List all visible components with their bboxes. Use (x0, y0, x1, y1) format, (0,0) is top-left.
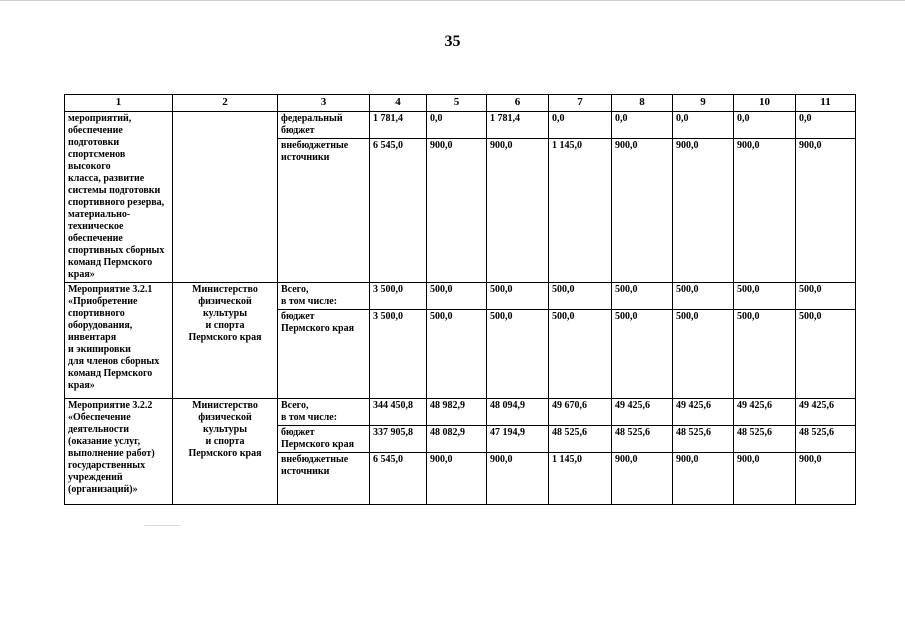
value-cell: 48 525,6 (796, 426, 856, 453)
value-cell: 500,0 (427, 310, 487, 399)
value-cell: 500,0 (734, 310, 796, 399)
value-cell: 500,0 (549, 310, 612, 399)
value-cell: 500,0 (612, 283, 673, 310)
value-cell: 0,0 (673, 112, 734, 139)
funding-source: Всего, в том числе: (278, 399, 370, 426)
header-cell: 5 (427, 95, 487, 112)
value-cell: 6 545,0 (370, 139, 427, 283)
value-cell: 900,0 (734, 453, 796, 505)
value-cell: 48 082,9 (427, 426, 487, 453)
funding-source: внебюджетные источники (278, 453, 370, 505)
value-cell: 1 145,0 (549, 453, 612, 505)
page-number: 35 (444, 33, 461, 50)
funding-source: бюджет Пермского края (278, 310, 370, 399)
finance-table (64, 94, 856, 505)
value-cell: 900,0 (487, 139, 549, 283)
funding-source: Всего, в том числе: (278, 283, 370, 310)
header-cell: 10 (734, 95, 796, 112)
top-edge-line (0, 0, 905, 1)
value-cell: 48 525,6 (549, 426, 612, 453)
executor-cell: Министерство физической культуры и спорта Пермского края (173, 399, 278, 505)
value-cell: 48 525,6 (673, 426, 734, 453)
value-cell: 0,0 (427, 112, 487, 139)
scan-mark (145, 525, 180, 526)
value-cell: 0,0 (549, 112, 612, 139)
value-cell: 900,0 (487, 453, 549, 505)
value-cell: 500,0 (673, 310, 734, 399)
value-cell: 48 525,6 (734, 426, 796, 453)
value-cell: 900,0 (796, 453, 856, 505)
value-cell: 500,0 (734, 283, 796, 310)
header-cell: 11 (796, 95, 856, 112)
activity-name: Мероприятие 3.2.2 «Обеспечение деятельности (оказание услуг, выполнение работ) государственных учреждений (организаций)» (65, 399, 173, 505)
value-cell: 900,0 (427, 453, 487, 505)
value-cell: 1 781,4 (370, 112, 427, 139)
value-cell: 900,0 (673, 139, 734, 283)
header-cell: 2 (173, 95, 278, 112)
value-cell: 0,0 (796, 112, 856, 139)
value-cell: 49 670,6 (549, 399, 612, 426)
value-cell: 48 094,9 (487, 399, 549, 426)
value-cell: 49 425,6 (673, 399, 734, 426)
value-cell: 48 525,6 (612, 426, 673, 453)
value-cell: 900,0 (427, 139, 487, 283)
executor-cell (173, 112, 278, 283)
value-cell: 48 982,9 (427, 399, 487, 426)
header-row (65, 95, 856, 112)
value-cell: 0,0 (734, 112, 796, 139)
value-cell: 900,0 (673, 453, 734, 505)
header-cell: 4 (370, 95, 427, 112)
value-cell: 900,0 (734, 139, 796, 283)
value-cell: 500,0 (673, 283, 734, 310)
table-row (65, 399, 856, 426)
value-cell: 3 500,0 (370, 310, 427, 399)
header-cell: 8 (612, 95, 673, 112)
value-cell: 337 905,8 (370, 426, 427, 453)
value-cell: 500,0 (612, 310, 673, 399)
value-cell: 500,0 (796, 310, 856, 399)
value-cell: 500,0 (487, 310, 549, 399)
value-cell: 900,0 (612, 139, 673, 283)
value-cell: 49 425,6 (734, 399, 796, 426)
value-cell: 500,0 (796, 283, 856, 310)
value-cell: 900,0 (796, 139, 856, 283)
header-cell: 9 (673, 95, 734, 112)
value-cell: 500,0 (549, 283, 612, 310)
value-cell: 344 450,8 (370, 399, 427, 426)
table-row (65, 283, 856, 310)
value-cell: 0,0 (612, 112, 673, 139)
value-cell: 49 425,6 (796, 399, 856, 426)
value-cell: 49 425,6 (612, 399, 673, 426)
funding-source: федеральный бюджет (278, 112, 370, 139)
value-cell: 47 194,9 (487, 426, 549, 453)
funding-source: бюджет Пермского края (278, 426, 370, 453)
activity-name: мероприятий, обеспечение подготовки спортсменов высокого класса, развитие системы подготовки спортивного резерва, материально- техническое обеспечение спортивных сборных команд Пермского края» (65, 112, 173, 283)
value-cell: 900,0 (612, 453, 673, 505)
value-cell: 1 145,0 (549, 139, 612, 283)
value-cell: 500,0 (427, 283, 487, 310)
header-cell: 1 (65, 95, 173, 112)
header-cell: 3 (278, 95, 370, 112)
value-cell: 6 545,0 (370, 453, 427, 505)
executor-cell: Министерство физической культуры и спорта Пермского края (173, 283, 278, 399)
table-row (65, 112, 856, 139)
header-cell: 6 (487, 95, 549, 112)
value-cell: 500,0 (487, 283, 549, 310)
funding-source: внебюджетные источники (278, 139, 370, 283)
header-cell: 7 (549, 95, 612, 112)
value-cell: 3 500,0 (370, 283, 427, 310)
value-cell: 1 781,4 (487, 112, 549, 139)
activity-name: Мероприятие 3.2.1 «Приобретение спортивного оборудования, инвентаря и экипировки для членов сборных команд Пермского края» (65, 283, 173, 399)
